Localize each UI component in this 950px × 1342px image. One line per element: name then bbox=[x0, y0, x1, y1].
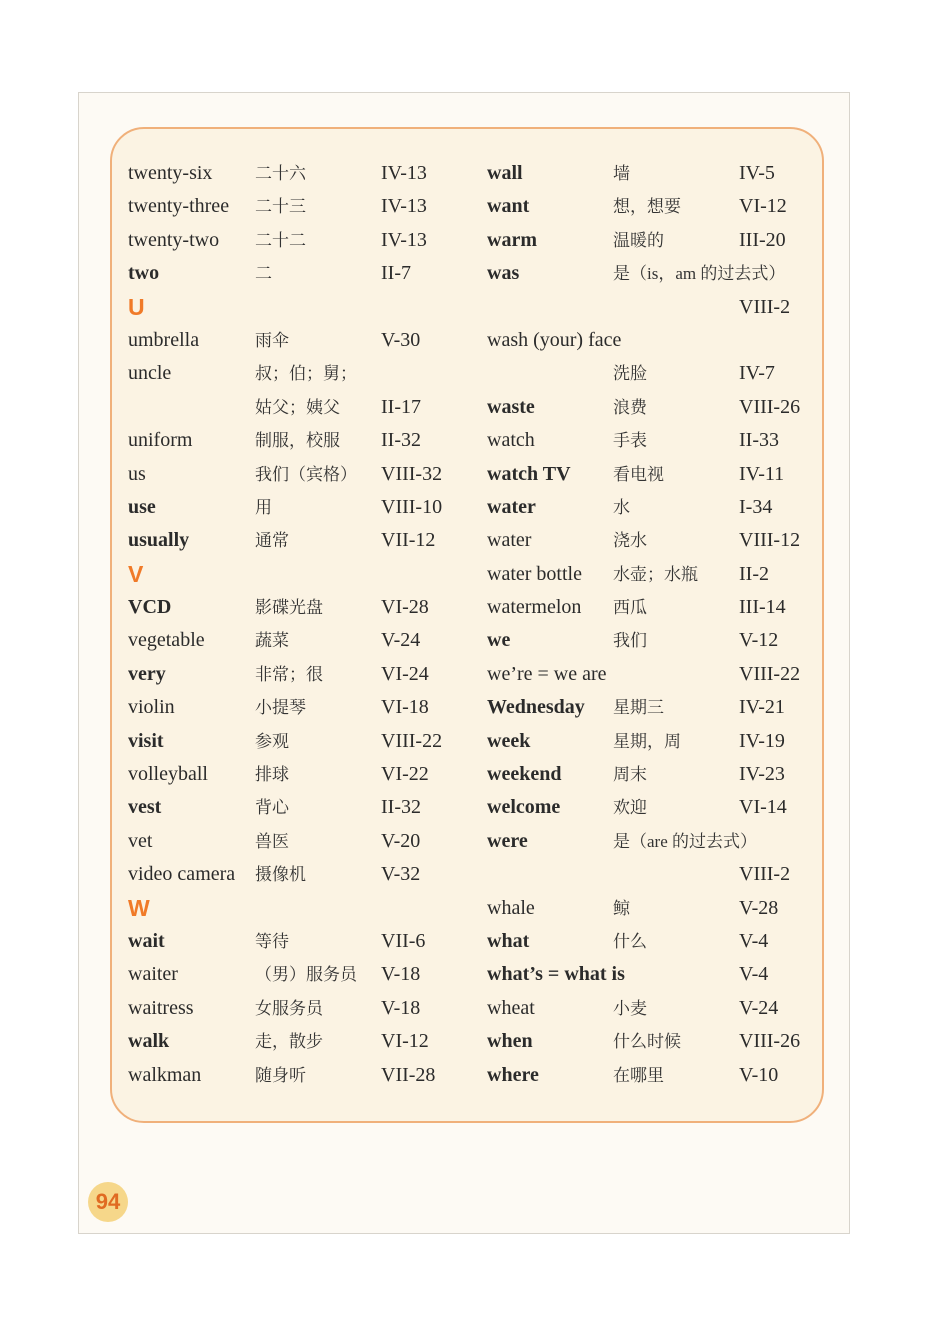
entry-unit: VI-12 bbox=[739, 195, 787, 218]
entry-word: when bbox=[487, 1030, 533, 1053]
entry-meaning: 姑父；姨父 bbox=[255, 397, 340, 417]
entry-unit: III-14 bbox=[739, 596, 786, 619]
entry-meaning: 走，散步 bbox=[255, 1032, 323, 1052]
glossary-entry bbox=[487, 291, 817, 324]
entry-unit: IV-13 bbox=[381, 195, 427, 218]
entry-word: was bbox=[487, 262, 520, 285]
entry-meaning: 小麦 bbox=[613, 998, 647, 1018]
entry-unit: III-20 bbox=[739, 228, 786, 251]
glossary-entry bbox=[128, 624, 458, 657]
entry-meaning: 背心 bbox=[255, 798, 289, 818]
glossary-entry bbox=[128, 925, 458, 958]
entry-meaning: 鲸 bbox=[613, 898, 630, 918]
entry-unit: V-18 bbox=[381, 963, 421, 986]
entry-meaning: 周末 bbox=[613, 765, 647, 785]
entry-unit: VIII-26 bbox=[739, 395, 801, 418]
glossary-entry bbox=[487, 324, 817, 357]
entry-meaning: 我们 bbox=[613, 631, 647, 651]
entry-word: we bbox=[487, 629, 511, 652]
entry-word: umbrella bbox=[128, 328, 200, 351]
glossary-entry bbox=[128, 958, 458, 991]
entry-word: week bbox=[487, 729, 531, 752]
entry-meaning: 女服务员 bbox=[255, 998, 323, 1018]
glossary-entry bbox=[128, 458, 458, 491]
section-letter-row bbox=[128, 291, 458, 324]
entry-unit: VII-12 bbox=[381, 529, 436, 552]
glossary-entry bbox=[487, 892, 817, 925]
entry-meaning: 用 bbox=[255, 497, 272, 517]
entry-unit: VIII-22 bbox=[739, 662, 801, 685]
entry-unit: V-20 bbox=[381, 829, 421, 852]
glossary-entry bbox=[128, 591, 458, 624]
entry-unit: V-10 bbox=[739, 1063, 779, 1086]
entry-meaning: 叔；伯；舅； bbox=[255, 364, 357, 384]
glossary-entry bbox=[128, 257, 458, 290]
entry-unit: VIII-10 bbox=[381, 495, 443, 518]
entry-word: volleyball bbox=[128, 763, 208, 786]
entry-unit: V-4 bbox=[739, 963, 769, 986]
entry-meaning: 二十二 bbox=[255, 230, 306, 250]
entry-unit: II-33 bbox=[739, 429, 779, 452]
glossary-entry bbox=[128, 491, 458, 524]
entry-word: we’re = we are bbox=[487, 662, 607, 685]
glossary-entry bbox=[128, 424, 458, 457]
glossary-entry bbox=[487, 791, 817, 824]
entry-word: vest bbox=[128, 796, 162, 819]
glossary-entry bbox=[128, 691, 458, 724]
entry-unit: II-2 bbox=[739, 562, 769, 585]
entry-meaning: 等待 bbox=[255, 931, 289, 951]
section-letter: W bbox=[128, 894, 150, 921]
glossary-entry bbox=[487, 458, 817, 491]
section-letter-row bbox=[128, 892, 458, 925]
entry-meaning: 在哪里 bbox=[613, 1065, 664, 1085]
glossary-entry bbox=[128, 157, 458, 190]
glossary-entry bbox=[128, 992, 458, 1025]
entry-word: want bbox=[487, 195, 530, 218]
entry-meaning: 西瓜 bbox=[613, 598, 647, 618]
entry-unit: VI-24 bbox=[381, 662, 429, 685]
entry-meaning: 水壶；水瓶 bbox=[613, 564, 698, 584]
entry-meaning: 水 bbox=[613, 497, 630, 517]
entry-meaning: 二 bbox=[255, 264, 272, 284]
entry-word: what’s = what is bbox=[487, 963, 625, 986]
entry-word: use bbox=[128, 495, 156, 518]
entry-unit: V-30 bbox=[381, 328, 421, 351]
entry-word: usually bbox=[128, 529, 190, 552]
glossary-column-left bbox=[128, 157, 458, 1092]
entry-meaning: 想，想要 bbox=[613, 197, 681, 217]
entry-unit: IV-13 bbox=[381, 162, 427, 184]
entry-word: vegetable bbox=[128, 629, 205, 652]
entry-word: where bbox=[487, 1063, 539, 1086]
entry-unit: IV-11 bbox=[739, 462, 785, 485]
entry-word: vet bbox=[128, 829, 153, 852]
entry-meaning: 排球 bbox=[255, 765, 289, 785]
entry-unit: IV-19 bbox=[739, 729, 785, 752]
glossary-entry bbox=[128, 1059, 458, 1092]
glossary-entry bbox=[128, 858, 458, 891]
glossary-entry bbox=[487, 858, 817, 891]
entry-word: twenty-three bbox=[128, 195, 230, 218]
entry-word: twenty-six bbox=[128, 162, 213, 184]
entry-word: what bbox=[487, 929, 530, 952]
section-letter: V bbox=[128, 560, 144, 587]
glossary-entry bbox=[128, 391, 458, 424]
section-letter: U bbox=[128, 293, 145, 320]
entry-word: watermelon bbox=[487, 596, 582, 619]
entry-meaning: 小提琴 bbox=[255, 698, 306, 718]
glossary-entry bbox=[128, 224, 458, 257]
glossary-entry bbox=[128, 725, 458, 758]
entry-meaning: 随身听 bbox=[255, 1065, 306, 1085]
glossary-entry bbox=[487, 691, 817, 724]
entry-meaning: 洗脸 bbox=[613, 364, 647, 384]
glossary-entry bbox=[487, 1025, 817, 1058]
entry-word: uncle bbox=[128, 362, 172, 385]
entry-word: two bbox=[128, 262, 160, 285]
entry-meaning: 星期三 bbox=[613, 698, 664, 718]
entry-unit: VIII-26 bbox=[739, 1030, 801, 1053]
glossary-entry bbox=[487, 725, 817, 758]
glossary-entry bbox=[128, 357, 458, 390]
entry-word: visit bbox=[128, 729, 164, 752]
entry-meaning: 浪费 bbox=[613, 397, 647, 417]
glossary-entry bbox=[487, 491, 817, 524]
entry-word: violin bbox=[128, 696, 175, 719]
entry-word: walkman bbox=[128, 1063, 202, 1086]
glossary-entry bbox=[487, 591, 817, 624]
entry-meaning: 手表 bbox=[613, 431, 647, 451]
entry-meaning: 制服，校服 bbox=[255, 431, 340, 451]
entry-unit: V-32 bbox=[381, 863, 421, 886]
entry-meaning: 参观 bbox=[255, 731, 289, 751]
entry-meaning: 二十六 bbox=[255, 164, 306, 183]
entry-unit: VIII-12 bbox=[739, 529, 801, 552]
glossary-column-right bbox=[487, 157, 817, 1092]
entry-unit: VIII-2 bbox=[739, 295, 791, 318]
entry-unit: VIII-2 bbox=[739, 863, 791, 886]
entry-unit: VIII-32 bbox=[381, 462, 443, 485]
glossary-entry bbox=[487, 391, 817, 424]
entry-unit: VIII-22 bbox=[381, 729, 443, 752]
glossary-entry bbox=[487, 1059, 817, 1092]
entry-meaning: 雨伞 bbox=[255, 330, 289, 350]
glossary-entry bbox=[487, 558, 817, 591]
glossary-entry bbox=[128, 758, 458, 791]
entry-unit: VI-22 bbox=[381, 763, 429, 786]
entry-unit: II-17 bbox=[381, 395, 421, 418]
entry-word: VCD bbox=[128, 596, 172, 619]
glossary-entry bbox=[128, 190, 458, 223]
entry-word: wheat bbox=[487, 996, 535, 1019]
glossary-entry bbox=[487, 624, 817, 657]
glossary-entry bbox=[487, 257, 817, 290]
entry-unit: VI-12 bbox=[381, 1030, 429, 1053]
glossary-entry bbox=[487, 658, 817, 691]
entry-meaning: 什么时候 bbox=[613, 1032, 681, 1052]
entry-unit: V-28 bbox=[739, 896, 779, 919]
entry-word: water bbox=[487, 495, 536, 518]
entry-meaning: 影碟光盘 bbox=[255, 598, 323, 618]
section-letter-row bbox=[128, 558, 458, 591]
glossary-entry bbox=[487, 357, 817, 390]
entry-word: wall bbox=[487, 162, 523, 184]
entry-word: video camera bbox=[128, 863, 236, 886]
glossary-entry bbox=[487, 524, 817, 557]
entry-word: whale bbox=[487, 896, 535, 919]
entry-unit: VI-28 bbox=[381, 596, 429, 619]
entry-unit: V-12 bbox=[739, 629, 779, 652]
entry-unit: VI-14 bbox=[739, 796, 787, 819]
entry-unit: IV-21 bbox=[739, 696, 785, 719]
glossary-entry bbox=[128, 324, 458, 357]
entry-word: uniform bbox=[128, 429, 193, 452]
glossary-entry bbox=[487, 925, 817, 958]
entry-word: water bbox=[487, 529, 532, 552]
entry-word: wash (your) face bbox=[487, 328, 622, 351]
entry-unit: V-18 bbox=[381, 996, 421, 1019]
glossary-entry bbox=[128, 791, 458, 824]
glossary-entry bbox=[487, 958, 817, 991]
entry-unit: VII-6 bbox=[381, 929, 426, 952]
entry-unit: II-32 bbox=[381, 796, 421, 819]
entry-meaning: 兽医 bbox=[255, 831, 289, 851]
entry-unit: VII-28 bbox=[381, 1063, 436, 1086]
entry-unit: V-24 bbox=[381, 629, 421, 652]
entry-unit: I-34 bbox=[739, 495, 773, 518]
page-number-badge: 94 bbox=[88, 1182, 128, 1222]
entry-word: water bottle bbox=[487, 562, 582, 585]
entry-meaning: 摄像机 bbox=[255, 865, 306, 885]
entry-meaning: 是（is，am 的过去式） bbox=[613, 264, 786, 284]
glossary-entry bbox=[487, 224, 817, 257]
entry-word: weekend bbox=[487, 763, 562, 786]
glossary-entry bbox=[487, 157, 817, 190]
entry-unit: V-24 bbox=[739, 996, 779, 1019]
glossary-entry bbox=[128, 658, 458, 691]
entry-unit: II-32 bbox=[381, 429, 421, 452]
entry-unit: II-7 bbox=[381, 262, 411, 285]
entry-word: were bbox=[487, 829, 528, 852]
entry-meaning: 蔬菜 bbox=[255, 631, 289, 651]
entry-meaning: 星期，周 bbox=[613, 731, 681, 751]
glossary-entry bbox=[487, 190, 817, 223]
entry-meaning: 非常；很 bbox=[255, 664, 323, 684]
entry-meaning: 我们（宾格） bbox=[255, 464, 357, 484]
entry-meaning: 欢迎 bbox=[613, 798, 647, 818]
entry-word: waiter bbox=[128, 963, 178, 986]
entry-unit: V-4 bbox=[739, 929, 769, 952]
entry-meaning: 通常 bbox=[255, 531, 289, 551]
entry-unit: IV-7 bbox=[739, 362, 775, 385]
entry-meaning: 是（are 的过去式） bbox=[613, 831, 758, 851]
entry-meaning: （男）服务员 bbox=[255, 965, 357, 985]
glossary-entry bbox=[487, 992, 817, 1025]
entry-unit: IV-5 bbox=[739, 162, 775, 184]
entry-meaning: 温暖的 bbox=[613, 230, 664, 250]
entry-word: twenty-two bbox=[128, 228, 220, 251]
entry-word: watch TV bbox=[487, 462, 571, 485]
entry-word: us bbox=[128, 462, 146, 485]
entry-meaning: 二十三 bbox=[255, 197, 306, 217]
entry-unit: VI-18 bbox=[381, 696, 429, 719]
entry-meaning: 什么 bbox=[613, 931, 647, 951]
entry-word: waitress bbox=[128, 996, 194, 1019]
entry-unit: IV-13 bbox=[381, 228, 427, 251]
entry-word: walk bbox=[128, 1030, 170, 1053]
glossary-entry bbox=[128, 524, 458, 557]
entry-meaning: 浇水 bbox=[613, 531, 647, 551]
entry-unit: IV-23 bbox=[739, 763, 785, 786]
entry-word: welcome bbox=[487, 796, 561, 819]
entry-meaning: 看电视 bbox=[613, 464, 664, 484]
entry-word: watch bbox=[487, 429, 535, 452]
glossary-entry bbox=[487, 758, 817, 791]
entry-word: very bbox=[128, 662, 166, 685]
entry-word: waste bbox=[487, 395, 535, 418]
entry-word: warm bbox=[487, 228, 537, 251]
glossary-entry bbox=[487, 424, 817, 457]
entry-meaning: 墙 bbox=[613, 164, 630, 183]
entry-word: Wednesday bbox=[487, 696, 585, 719]
entry-word: wait bbox=[128, 929, 165, 952]
glossary-entry bbox=[128, 825, 458, 858]
glossary-entry bbox=[128, 1025, 458, 1058]
glossary-entry bbox=[487, 825, 817, 858]
